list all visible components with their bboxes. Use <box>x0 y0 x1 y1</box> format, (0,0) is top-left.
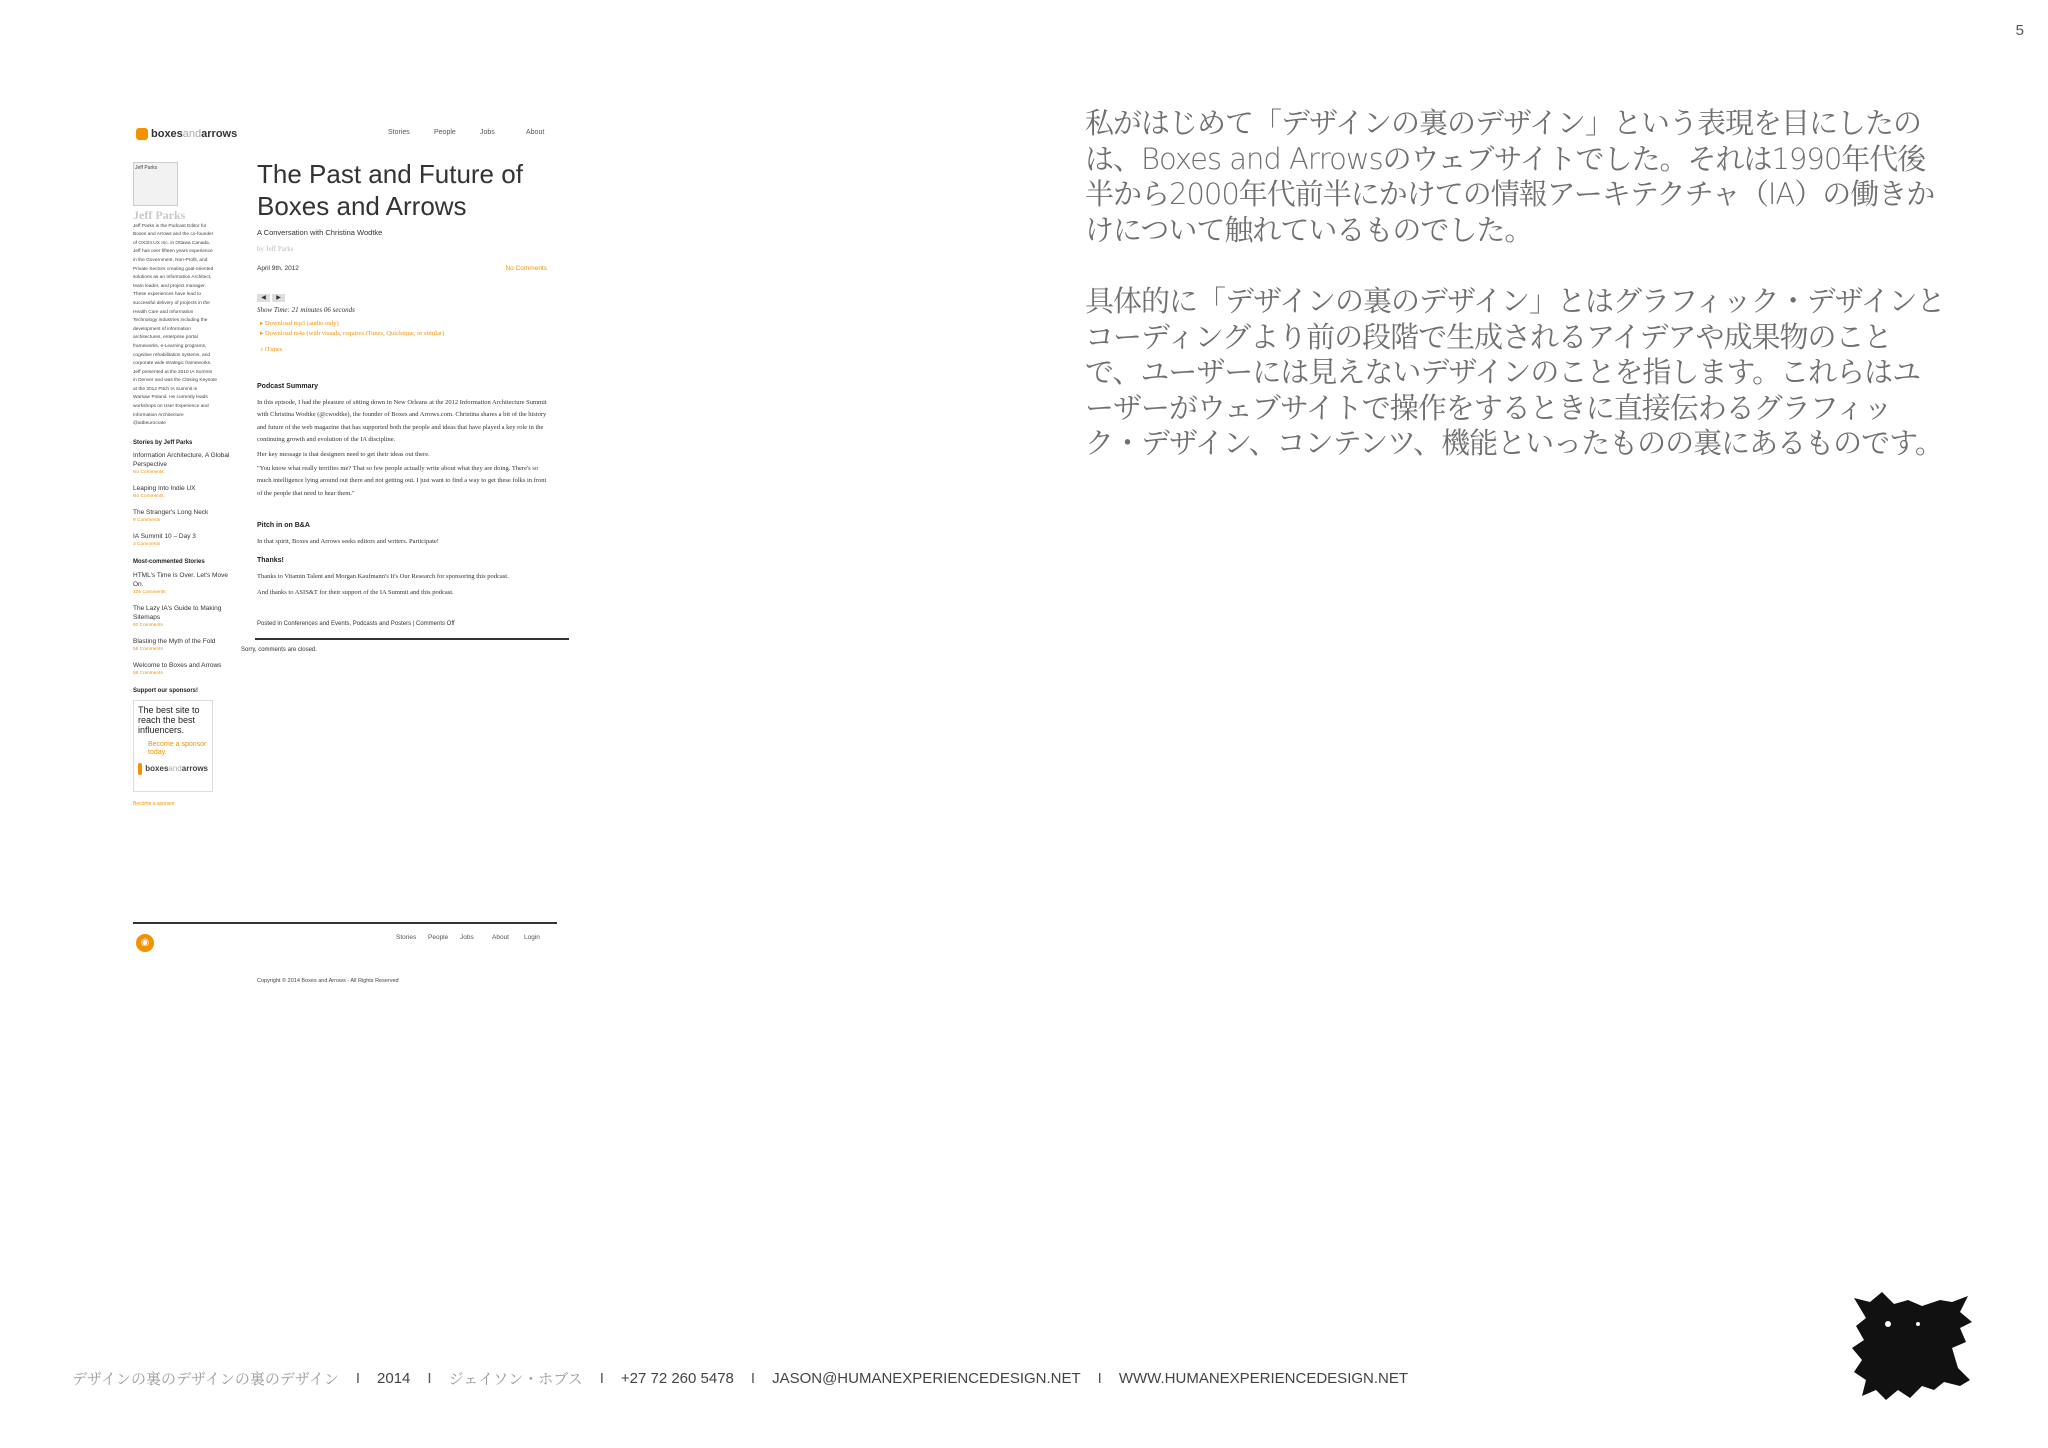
quote: "You know what really terrifies me? That so few people actually write about what they are doing. There's so much intelligence lying around out there and not getting out. I just want to find a way to get these folks in front of the people that need to hear them." <box>257 465 547 497</box>
thanks-heading: Thanks! <box>257 556 284 564</box>
sponsor-heading: Support our sponsors! <box>133 688 198 695</box>
bio-line: solutions as an Information Architect, <box>133 275 212 281</box>
bio-line: Jeff presented at the 2010 IA Summit <box>133 369 212 375</box>
bio-line: workshops on User Experience and <box>133 404 209 410</box>
footer-nav-jobs[interactable]: Jobs <box>460 934 474 941</box>
site-sidebar <box>133 162 238 808</box>
summary-heading: Podcast Summary <box>257 383 319 390</box>
nav-people[interactable]: People <box>434 129 456 136</box>
post-date: April 9th, 2012 <box>257 265 299 272</box>
bio-line: Jeff has over fifteen years experience <box>133 249 213 255</box>
logo-box-icon <box>138 763 142 775</box>
footer-nav-stories[interactable]: Stories <box>396 934 417 941</box>
nav-stories[interactable]: Stories <box>388 129 410 136</box>
download-m4a-link[interactable]: ▸ Download m4a (with visuals, requires iTunes, Quicktime, or similar) <box>260 330 445 337</box>
rewind-icon[interactable]: ◀ <box>257 294 270 302</box>
story-comments[interactable]: 58 Comments <box>133 647 163 653</box>
summary-paragraph: In this episode, I had the pleasure of sitting down in New Orleans at the 2012 Information Architecture Summit with Christina Wodtke (@cwodtke), the founder of Boxes and Arrows.com. Christina shares a bit of the history and future of the web magazine that has supported both the people and ideas that have played a key role in the continuing growth and evolution of the IA discipline. <box>257 399 547 444</box>
rss-icon[interactable]: ◉ <box>136 934 154 952</box>
story-item[interactable] <box>133 532 238 548</box>
bio-line: These experiences have lead to <box>133 292 201 298</box>
most-commented-list <box>133 571 238 677</box>
bio-line: of OX3/4 UX Inc. in Ottawa Canada. <box>133 240 211 246</box>
story-title[interactable]: Welcome to Boxes and Arrows <box>133 662 222 670</box>
bio-line: Information Architecture <box>133 412 184 418</box>
post-main <box>241 158 557 654</box>
bio-line: at the 2012 Pitch IA Summit in <box>133 386 198 392</box>
story-comments[interactable]: No Comments <box>133 470 164 476</box>
bio-line: Boxes and Arrows and the co-founder <box>133 232 214 238</box>
footer-divider <box>133 922 557 924</box>
sponsor-logo: boxes and arrows <box>138 763 208 775</box>
story-comments[interactable]: 9 Comments <box>133 518 161 524</box>
avatar: Jeff Parks <box>133 162 178 206</box>
story-item[interactable] <box>133 637 238 653</box>
bio-line: Jeff Parks is the Podcast Editor for <box>133 223 207 229</box>
bio-line: frameworks, e-Learning programs, <box>133 343 207 349</box>
story-comments[interactable]: 3 Comments <box>133 542 161 548</box>
bio-line: Health Care and Information <box>133 309 194 315</box>
nav-about[interactable]: About <box>526 129 545 136</box>
footer-title: デザインの裏のデザインの裏のデザイン <box>72 1371 339 1388</box>
comments-link[interactable]: No Comments <box>505 265 547 272</box>
bio-line: in the Government, Non-Profit, and <box>133 257 208 263</box>
footer-nav-people[interactable]: People <box>428 934 449 941</box>
story-item[interactable] <box>133 604 238 629</box>
footer-nav-about[interactable]: About <box>492 934 509 941</box>
bio-line: cognitive rehabilitation systems, and <box>133 352 211 358</box>
footer-website[interactable]: WWW.HUMANEXPERIENCEDESIGN.NET <box>1118 1370 1409 1387</box>
bio-line: Private Sectors creating goal-oriented <box>133 266 214 272</box>
story-item[interactable] <box>133 451 238 476</box>
thanks-paragraph: Thanks to Vitamin Talent and Morgan Kaufmann's It's Our Research for sponsoring this podcast. <box>257 572 509 580</box>
story-title[interactable]: Leaping Into Indie UX <box>133 485 196 493</box>
pitch-heading: Pitch in on B&A <box>257 522 310 530</box>
itunes-link[interactable]: ♪ iTunes <box>260 346 283 353</box>
footer-year: 2014 <box>377 1370 411 1387</box>
footer-email[interactable]: JASON@HUMANEXPERIENCEDESIGN.NET <box>772 1370 1081 1387</box>
show-time: Show Time: 21 minutes 06 seconds <box>257 306 355 314</box>
story-title[interactable]: Blasting the Myth of the Fold <box>133 638 216 646</box>
page-footer: デザインの裏のデザインの裏のデザイン I 2014 I ジェイソン・ホブス I +27 72 260 5478 I JASON@HUMANEXPERIENCEDESIGN.NET I WWW.HUMANEXPERIENCEDESIGN.NET <box>72 1370 1409 1388</box>
sponsor-ad[interactable]: The best site to reach the best influencers. Become a sponsor today. boxes and arrows <box>133 700 213 792</box>
story-comments[interactable]: 105 Comments <box>133 590 166 596</box>
website-screenshot <box>130 122 560 992</box>
bio-line: team leader, and project manager. <box>133 283 206 289</box>
bio-line: Technology industries including the <box>133 318 208 324</box>
footer-nav-login[interactable]: Login <box>524 934 540 941</box>
site-footer-nav <box>396 934 556 941</box>
comments-closed: Sorry, comments are closed. <box>241 647 317 654</box>
site-logo[interactable]: boxes and arrows <box>136 128 237 140</box>
creature-logo-icon <box>1848 1290 1976 1408</box>
story-title[interactable]: IA Summit 10 – Day 3 <box>133 533 196 541</box>
author-name: Jeff Parks <box>133 208 186 222</box>
story-item[interactable] <box>133 571 238 596</box>
story-comments[interactable]: 56 Comments <box>133 671 163 677</box>
story-item[interactable] <box>133 484 238 500</box>
site-nav <box>388 129 572 136</box>
story-item[interactable] <box>133 661 238 677</box>
page-number: 5 <box>2015 22 2024 39</box>
audio-player[interactable] <box>257 294 557 302</box>
download-mp3-link[interactable]: ▸ Download mp3 (audio only) <box>260 320 339 327</box>
post-byline: by Jeff Parks <box>257 245 294 253</box>
bio-line: development of information <box>133 326 191 332</box>
story-comments[interactable]: 60 Comments <box>133 623 163 629</box>
bio-line: corporate wide strategic frameworks. <box>133 361 212 367</box>
become-sponsor-link[interactable]: Become a sponsor <box>133 800 175 807</box>
bio-line: @iatbeurocrate <box>133 421 166 427</box>
author-bio <box>133 223 238 429</box>
stories-list <box>133 451 238 548</box>
key-message: Her key message is that designers need to get their ideas out there. <box>257 450 430 458</box>
story-title[interactable]: Information Architecture, A Global Perspective <box>133 452 230 469</box>
bio-line: successful delivery of projects in the <box>133 300 210 306</box>
bio-line: in Denver and was the Closing Keynote <box>133 378 217 384</box>
post-title: The Past and Future of Boxes and Arrows <box>257 159 523 221</box>
footer-phone: +27 72 260 5478 <box>620 1370 734 1387</box>
posted-in: Posted in Conferences and Events, Podcasts and Posters | Comments Off <box>257 621 455 628</box>
itunes-icon: ♪ <box>260 346 264 353</box>
logo-box-icon <box>136 128 148 140</box>
story-title[interactable]: The Stranger's Long Neck <box>133 509 209 517</box>
thanks-paragraph-2: And thanks to ASIS&T for their support of the IA Summit and this podcast. <box>257 589 454 597</box>
story-title[interactable]: The Lazy IA's Guide to Making Sitemaps <box>133 605 222 622</box>
story-comments[interactable]: No Comments <box>133 494 164 500</box>
story-item[interactable] <box>133 508 238 524</box>
bio-line: architectures, enterprise portal <box>133 335 198 341</box>
stories-heading: Stories by Jeff Parks <box>133 439 193 446</box>
divider <box>255 638 569 640</box>
body-paragraph-2: 具体的に「デザインの裏のデザイン」とはグラフィック・デザインとコーディングより前の段階で生成されるアイデアや成果物のことで、ユーザーには見えないデザインのことを指します。これらはユーザーがウェブサイトで操作をするときに直接伝わるグラフィック・デザイン、コンテンツ、機能といったものの裏にあるものです。 <box>1085 284 1945 460</box>
post-meta <box>257 265 547 272</box>
site-copyright: Copyright © 2014 Boxes and Arrows - All Rights Reserved <box>257 978 399 984</box>
most-commented-heading: Most-commented Stories <box>133 559 205 566</box>
post-subtitle: A Conversation with Christina Wodtke <box>257 228 383 237</box>
play-icon[interactable]: ▶ <box>272 294 285 302</box>
pitch-text: In that spirit, Boxes and Arrows seeks editors and writers. Participate! <box>257 538 439 546</box>
nav-jobs[interactable]: Jobs <box>480 129 495 136</box>
bio-line: Warsaw Poland. He currently leads <box>133 395 208 401</box>
story-title[interactable]: HTML's Time is Over. Let's Move On. <box>133 572 228 589</box>
footer-author: ジェイソン・ホブス <box>448 1371 583 1388</box>
body-paragraph-1: 私がはじめて「デザインの裏のデザイン」という表現を目にしたのは、Boxes and Arrowsのウェブサイトでした。それは1990年代後半から2000年代前半にかけての情報アーキテクチャ（IA）の働きかけについて触れているものでした。 <box>1085 106 1935 247</box>
body-text <box>1085 106 1945 498</box>
